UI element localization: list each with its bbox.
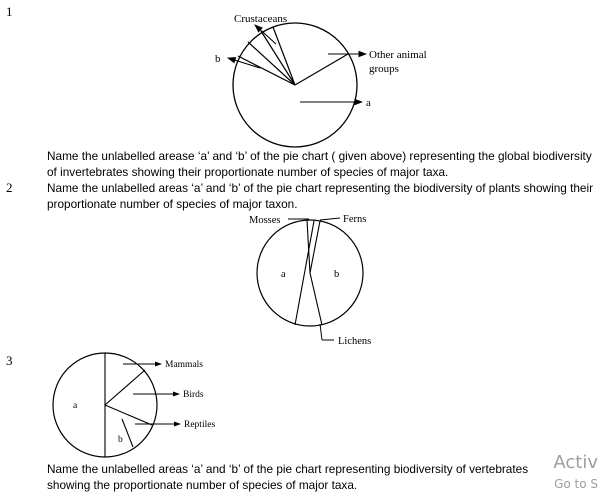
- pie-divider: [105, 405, 152, 425]
- label-birds: Birds: [183, 390, 204, 400]
- vertebrate-pie-figure: [45, 345, 245, 465]
- label-mammals: Mammals: [165, 360, 203, 370]
- pie-divider: [295, 221, 314, 325]
- label-b: b: [118, 435, 123, 445]
- label-other-line2: groups: [369, 63, 399, 75]
- question-2-text: Name the unlabelled areas ‘a’ and ‘b’ of the pie chart representing the biodiversity of plants showing their proportionate number of species of major taxon.: [47, 181, 594, 211]
- label-a: a: [281, 269, 286, 280]
- question-2-number: 2: [6, 180, 13, 195]
- pie-divider: [105, 370, 145, 405]
- label-reptiles: Reptiles: [184, 420, 216, 430]
- label-lichens: Lichens: [338, 336, 372, 347]
- pie-radius: [295, 54, 348, 85]
- question-1-number: 1: [6, 4, 13, 19]
- pie-divider: [122, 419, 133, 447]
- label-ferns: Ferns: [343, 214, 367, 225]
- question-1-text: Name the unlabelled arease ‘a’ and ‘b’ of the pie chart ( given above) representing the global biodiversity of invertebrates showing their proportionate number of species of major taxa.: [47, 149, 592, 179]
- label-a: a: [366, 97, 371, 109]
- label-other-line1: Other animal: [369, 49, 427, 61]
- label-crustaceans: Crustaceans: [234, 13, 288, 25]
- label-b: b: [215, 53, 221, 65]
- plant-pie-figure: [240, 210, 400, 350]
- pie-divider: [310, 221, 320, 273]
- lichens-leader: [320, 324, 322, 340]
- question-3-number: 3: [6, 353, 13, 368]
- invertebrate-pie-figure: [200, 0, 470, 150]
- pie-divider: [310, 273, 322, 325]
- ferns-leader: [320, 218, 340, 220]
- activation-watermark-subtitle: Go to S: [554, 477, 598, 491]
- activation-watermark-title: Activ: [553, 452, 598, 473]
- label-b: b: [334, 269, 340, 280]
- label-a: a: [73, 401, 78, 411]
- question-3-text: Name the unlabelled areas ‘a’ and ‘b’ of the pie chart representing biodiversity of vertebrates showing the proportionate number of species of major taxa.: [47, 462, 529, 492]
- label-mosses: Mosses: [249, 215, 281, 226]
